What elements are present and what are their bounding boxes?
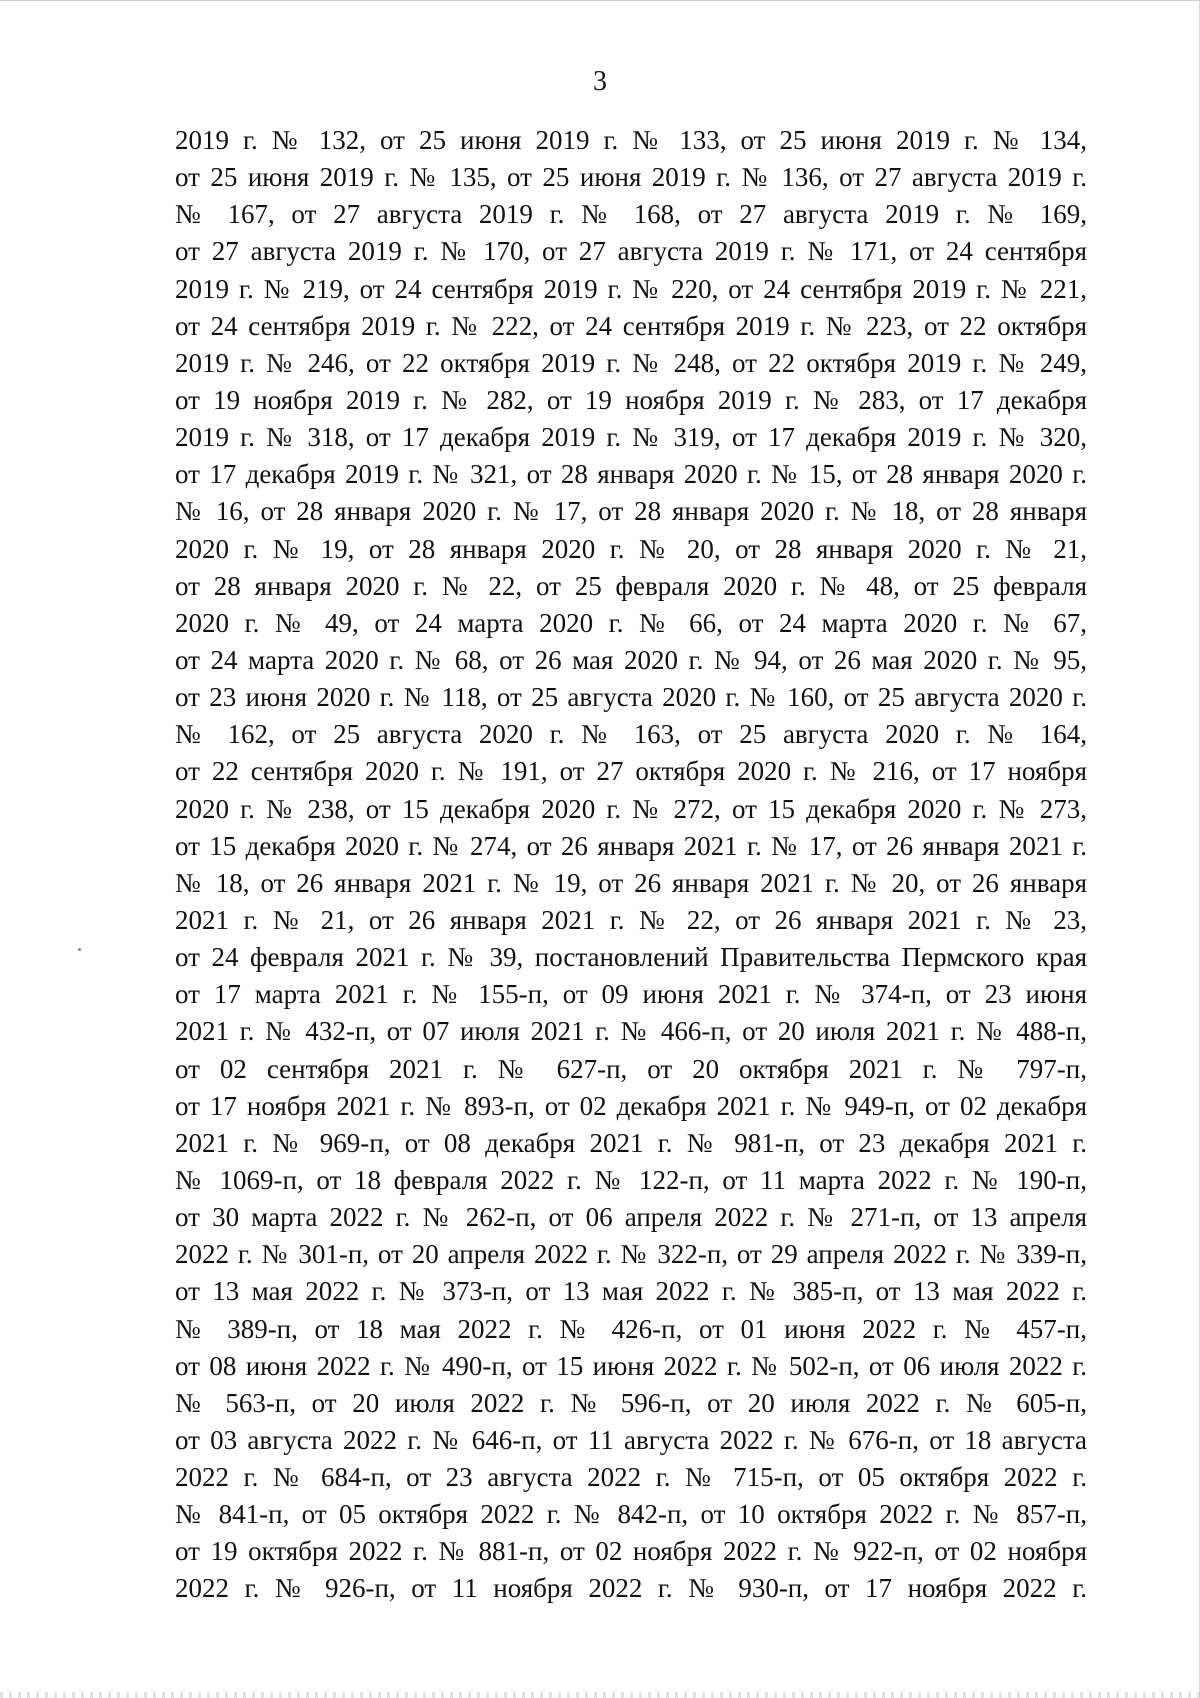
text-line: 2020 г. № 49, от 24 марта 2020 г. № 66, от 24 марта 2020 г. № 67, [175,607,1087,638]
text-line: от 13 мая 2022 г. № 373-п, от 13 мая 2022 г. № 385-п, от 13 мая 2022 г. [175,1276,1087,1307]
text-line: от 15 декабря 2020 г. № 274, от 26 января 2021 г. № 17, от 26 января 2021 г. [175,830,1087,861]
text-line: № 167, от 27 августа 2019 г. № 168, от 27 августа 2019 г. № 169, [175,199,1087,230]
text-line: № 18, от 26 января 2021 г. № 19, от 26 января 2021 г. № 20, от 26 января [175,867,1087,898]
text-line: № 563-п, от 20 июля 2022 г. № 596-п, от 20 июля 2022 г. № 605-п, [175,1387,1087,1418]
text-line: от 19 ноября 2019 г. № 282, от 19 ноября 2019 г. № 283, от 17 декабря [175,384,1087,415]
text-line: № 16, от 28 января 2020 г. № 17, от 28 января 2020 г. № 18, от 28 января [175,496,1087,527]
text-line: от 19 октября 2022 г. № 881-п, от 02 ноября 2022 г. № 922-п, от 02 ноября [175,1536,1087,1567]
text-line: 2021 г. № 432-п, от 07 июля 2021 г. № 466-п, от 20 июля 2021 г. № 488-п, [175,1016,1087,1047]
text-line: от 22 сентября 2020 г. № 191, от 27 октября 2020 г. № 216, от 17 ноября [175,756,1087,787]
text-line: от 24 марта 2020 г. № 68, от 26 мая 2020 г. № 94, от 26 мая 2020 г. № 95, [175,644,1087,675]
text-line: от 17 ноября 2021 г. № 893-п, от 02 декабря 2021 г. № 949-п, от 02 декабря [175,1090,1087,1121]
text-line: № 841-п, от 05 октября 2022 г. № 842-п, от 10 октября 2022 г. № 857-п, [175,1499,1087,1530]
text-line: 2020 г. № 19, от 28 января 2020 г. № 20, от 28 января 2020 г. № 21, [175,533,1087,564]
body-text [175,122,1087,1608]
scan-edge-bottom [0,1692,1200,1698]
text-line: от 23 июня 2020 г. № 118, от 25 августа 2020 г. № 160, от 25 августа 2020 г. [175,682,1087,713]
text-line: от 27 августа 2019 г. № 170, от 27 августа 2019 г. № 171, от 24 сентября [175,236,1087,267]
page-number: 3 [593,66,607,97]
text-line: от 25 июня 2019 г. № 135, от 25 июня 2019 г. № 136, от 27 августа 2019 г. [175,162,1087,193]
text-line: 2022 г. № 684-п, от 23 августа 2022 г. № 715-п, от 05 октября 2022 г. [175,1462,1087,1493]
text-line: от 17 декабря 2019 г. № 321, от 28 января 2020 г. № 15, от 28 января 2020 г. [175,459,1087,490]
text-line: 2022 г. № 301-п, от 20 апреля 2022 г. № 322-п, от 29 апреля 2022 г. № 339-п, [175,1239,1087,1270]
scan-edge-top [0,0,1200,1]
text-line: 2019 г. № 132, от 25 июня 2019 г. № 133, от 25 июня 2019 г. № 134, [175,125,1087,155]
text-line: 2022 г. № 926-п, от 11 ноября 2022 г. № 930-п, от 17 ноября 2022 г. [175,1573,1087,1604]
text-line: от 02 сентября 2021 г. № 627-п, от 20 октября 2021 г. № 797-п, [175,1053,1087,1084]
text-line: 2021 г. № 21, от 26 января 2021 г. № 22, от 26 января 2021 г. № 23, [175,904,1087,935]
text-line: от 17 марта 2021 г. № 155-п, от 09 июня 2021 г. № 374-п, от 23 июня [175,979,1087,1010]
text-line: 2019 г. № 318, от 17 декабря 2019 г. № 319, от 17 декабря 2019 г. № 320, [175,422,1087,453]
text-line: 2019 г. № 219, от 24 сентября 2019 г. № 220, от 24 сентября 2019 г. № 221, [175,273,1087,304]
text-line: № 162, от 25 августа 2020 г. № 163, от 25 августа 2020 г. № 164, [175,719,1087,750]
text-line: 2019 г. № 246, от 22 октября 2019 г. № 248, от 22 октября 2019 г. № 249, [175,347,1087,378]
text-line: № 1069-п, от 18 февраля 2022 г. № 122-п, от 11 марта 2022 г. № 190-п, [175,1164,1087,1195]
text-line: от 30 марта 2022 г. № 262-п, от 06 апреля 2022 г. № 271-п, от 13 апреля [175,1202,1087,1233]
text-line: от 24 февраля 2021 г. № 39, постановлений Правительства Пермского края [175,942,1087,973]
text-line: 2021 г. № 969-п, от 08 декабря 2021 г. № 981-п, от 23 декабря 2021 г. [175,1127,1087,1158]
text-line: № 389-п, от 18 мая 2022 г. № 426-п, от 01 июня 2022 г. № 457-п, [175,1313,1087,1344]
text-line: от 24 сентября 2019 г. № 222, от 24 сентября 2019 г. № 223, от 22 октября [175,310,1087,341]
scan-speck [78,948,81,951]
text-line: от 08 июня 2022 г. № 490-п, от 15 июня 2022 г. № 502-п, от 06 июля 2022 г. [175,1350,1087,1381]
text-line: от 03 августа 2022 г. № 646-п, от 11 августа 2022 г. № 676-п, от 18 августа [175,1424,1087,1455]
text-line: 2020 г. № 238, от 15 декабря 2020 г. № 272, от 15 декабря 2020 г. № 273, [175,793,1087,824]
text-line: от 28 января 2020 г. № 22, от 25 февраля 2020 г. № 48, от 25 февраля [175,570,1087,601]
